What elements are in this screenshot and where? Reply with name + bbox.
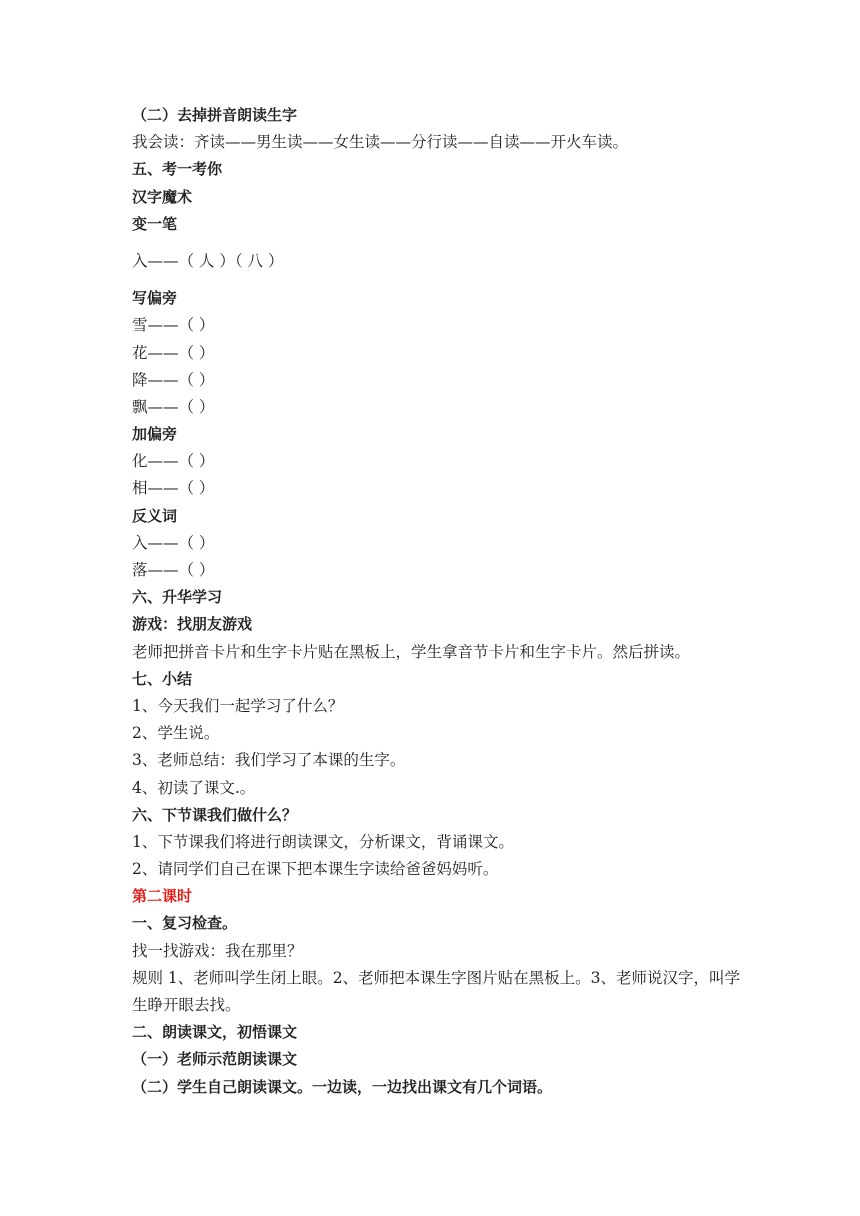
summary-item: 2、学生说。 bbox=[132, 724, 220, 743]
exercise-change-stroke: 入——（ 人 ）（ 八 ） bbox=[132, 251, 284, 270]
subheading-character-magic: 汉字魔术 bbox=[132, 187, 193, 206]
subheading-antonyms: 反义词 bbox=[132, 506, 178, 525]
subheading-student-reading: （二）学生自己朗读课文。一边读，一边找出课文有几个词语。 bbox=[132, 1077, 553, 1096]
summary-item: 4、初读了课文.。 bbox=[132, 778, 256, 797]
subheading-remove-pinyin: （二）去掉拼音朗读生字 bbox=[132, 106, 298, 124]
section-heading-test: 五、考一考你 bbox=[132, 160, 223, 179]
section-heading-review: 一、复习检查。 bbox=[132, 914, 238, 933]
exercise-radical-item: 雪——（ ） bbox=[132, 316, 215, 335]
exercise-radical-item: 降——（ ） bbox=[132, 370, 215, 389]
subheading-change-stroke: 变一笔 bbox=[132, 214, 178, 233]
subheading-teacher-model-reading: （一）老师示范朗读课文 bbox=[132, 1050, 298, 1069]
spacer bbox=[132, 238, 742, 248]
section-heading-sublimation: 六、升华学习 bbox=[132, 588, 223, 607]
exercise-antonym-item: 落——（ ） bbox=[132, 561, 215, 579]
next-class-item: 2、请同学们自己在课下把本课生字读给爸爸妈妈听。 bbox=[132, 860, 499, 879]
section-heading-read-text: 二、朗读课文，初悟课文 bbox=[132, 1023, 298, 1042]
game-description: 老师把拼音卡片和生字卡片贴在黑板上，学生拿音节卡片和生字卡片。然后拼读。 bbox=[132, 642, 691, 661]
document-page bbox=[132, 102, 742, 1101]
exercise-radical-item: 飘——（ ） bbox=[132, 397, 215, 416]
spacer bbox=[132, 275, 742, 285]
exercise-radical-item: 花——（ ） bbox=[132, 343, 215, 362]
section-heading-summary: 七、小结 bbox=[132, 669, 193, 688]
exercise-antonym-item: 入——（ ） bbox=[132, 533, 215, 552]
summary-item: 3、老师总结：我们学习了本课的生字。 bbox=[132, 751, 406, 770]
next-class-item: 1、下节课我们将进行朗读课文，分析课文，背诵课文。 bbox=[132, 832, 514, 851]
section-heading-next-class: 六、下节课我们做什么？ bbox=[132, 805, 298, 824]
subheading-add-radical: 加偏旁 bbox=[132, 425, 178, 444]
reading-methods: 我会读：齐读——男生读——女生读——分行读——自读——开火车读。 bbox=[132, 133, 629, 152]
summary-item: 1、今天我们一起学习了什么？ bbox=[132, 696, 344, 715]
lesson-two-heading: 第二课时 bbox=[132, 887, 193, 906]
exercise-add-radical-item: 化——（ ） bbox=[132, 452, 215, 471]
subheading-write-radical: 写偏旁 bbox=[132, 289, 178, 308]
review-game-rules: 规则 1、老师叫学生闭上眼。2、老师把本课生字图片贴在黑板上。3、老师说汉字，叫学生睁开眼去找。 bbox=[132, 968, 741, 1015]
subheading-game-find-friends: 游戏：找朋友游戏 bbox=[132, 615, 253, 634]
review-game-title: 找一找游戏：我在那里？ bbox=[132, 941, 303, 960]
exercise-add-radical-item: 相——（ ） bbox=[132, 479, 215, 498]
